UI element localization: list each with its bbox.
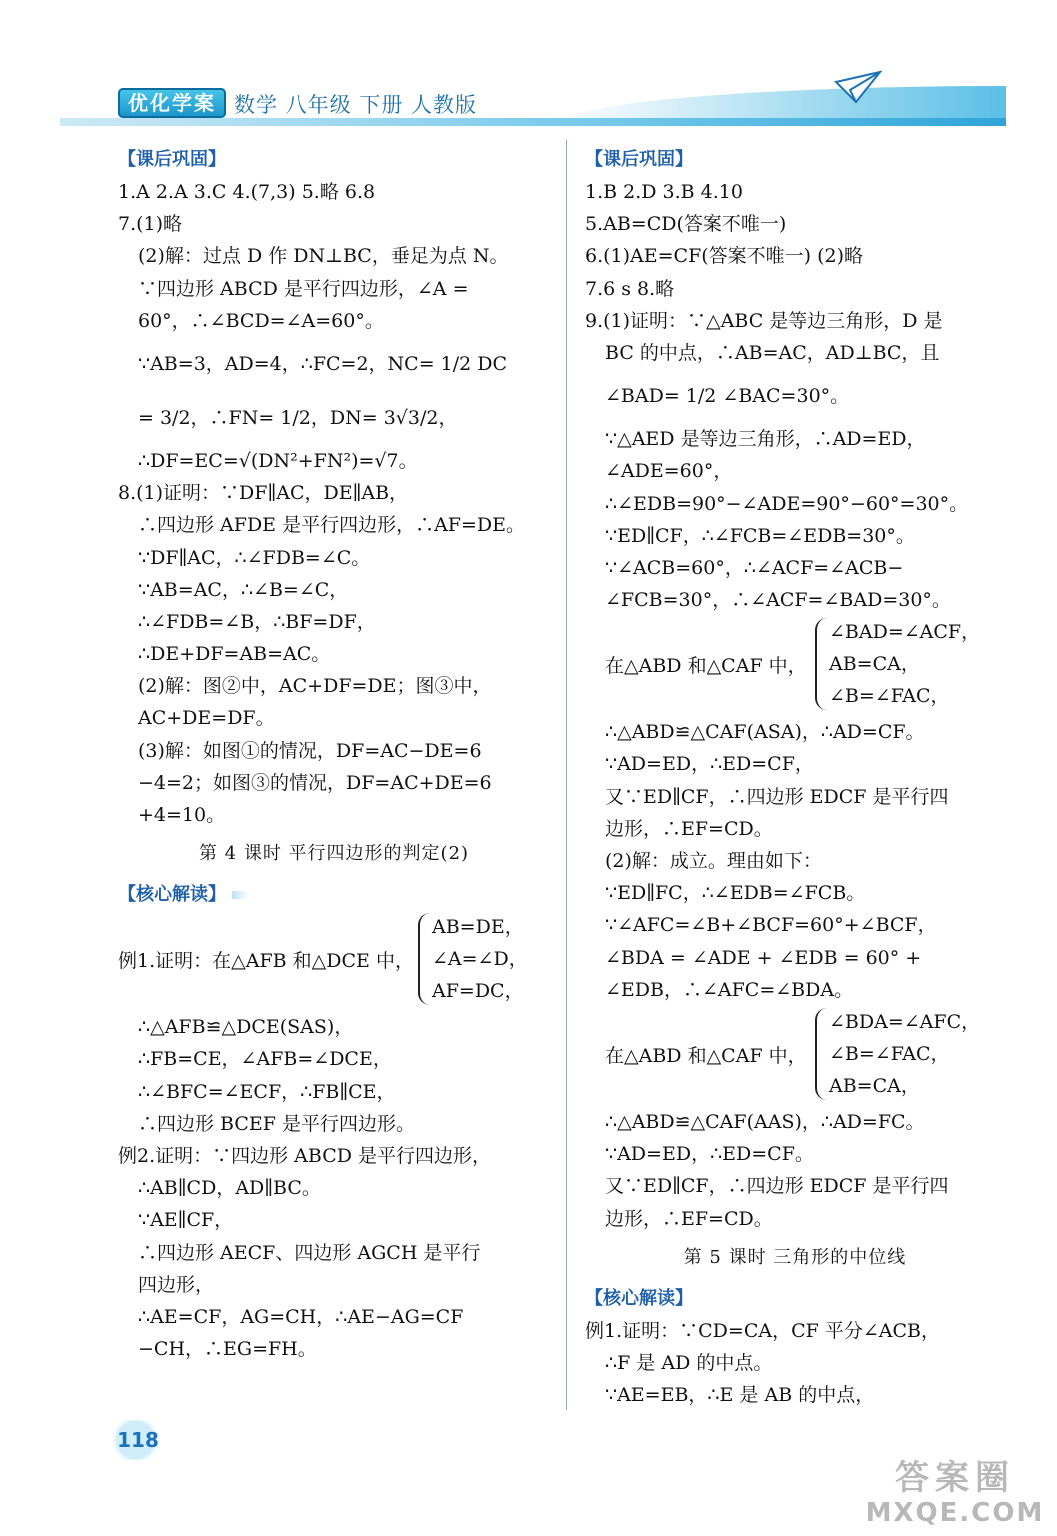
section-tag-after-class: 【课后巩固】 — [118, 149, 226, 170]
answer-line: 7.(1)略 — [118, 213, 183, 236]
answer-line: ∴DF=EC=√(DN²+FN²)=√7。 — [138, 449, 418, 472]
brace-condition-block — [585, 1006, 1005, 1106]
answer-line: ∴四边形 AFDE 是平行四边形，∴AF=DE。 — [138, 514, 526, 537]
page-header — [0, 0, 1057, 160]
answer-line: ∵AB=AC，∴∠B=∠C， — [138, 578, 349, 601]
brace-lead-text: 在△ABD 和△CAF 中， — [605, 1044, 807, 1067]
page-number: 118 — [114, 1420, 162, 1460]
brace-icon — [418, 913, 430, 1005]
answer-line: ∴△ABD≌△CAF(ASA)，∴AD=CF。 — [605, 721, 925, 744]
answer-line: ∠BAD= 1/2 ∠BAC=30°。 — [605, 385, 850, 408]
brace-item: AF=DC， — [432, 980, 524, 1003]
answer-line: ∠ADE=60°， — [605, 460, 733, 483]
answer-line: ∵∠AFC=∠B+∠BCF=60°+∠BCF， — [605, 914, 937, 937]
answer-line: ∴四边形 BCEF 是平行四边形。 — [138, 1112, 415, 1135]
brace-item: ∠A=∠D， — [432, 948, 528, 971]
answer-line: ∴F 是 AD 的中点。 — [605, 1351, 773, 1374]
watermark-logo: 答案圈 MXQE.COM — [865, 1458, 1045, 1528]
answer-line: BC 的中点，∴AB=AC，AD⊥BC，且 — [605, 341, 940, 364]
answer-line: 60°，∴∠BCD=∠A=60°。 — [138, 309, 384, 332]
brace-item: AB=DE， — [432, 916, 524, 939]
brace-item: ∠B=∠FAC， — [829, 1042, 950, 1065]
answer-line: 边形，∴EF=CD。 — [605, 1207, 773, 1230]
brand-logo: 优化学案 — [118, 88, 226, 118]
brace-item: ∠BDA=∠AFC， — [829, 1010, 981, 1033]
answer-line: ∵△AED 是等边三角形，∴AD=ED， — [605, 428, 926, 451]
answer-line: ∵ED∥FC，∴∠EDB=∠FCB。 — [605, 882, 866, 905]
brace-condition-block — [585, 616, 1005, 716]
answer-line: ∵AD=ED，∴ED=CF。 — [605, 1143, 814, 1166]
left-column — [118, 142, 550, 1365]
answer-line: ∴DE+DF=AB=AC。 — [138, 643, 331, 666]
brace-condition-block — [118, 911, 550, 1011]
answer-line: ∴△ABD≌△CAF(AAS)，∴AD=FC。 — [605, 1110, 925, 1133]
section-tag-core: 【核心解读】 — [118, 877, 550, 911]
section-tag-core: 【核心解读】 — [585, 1287, 693, 1309]
answer-line: ∵DF∥AC，∴∠FDB=∠C。 — [138, 546, 371, 569]
answer-line: ∴AB∥CD，AD∥BC。 — [138, 1177, 321, 1200]
column-divider — [566, 140, 567, 1410]
lesson-title: 第 4 课时 平行四边形的判定(2) — [198, 843, 470, 865]
answer-line: ∵∠ACB=60°，∴∠ACF=∠ACB− — [605, 556, 904, 579]
answer-line: ∵AE=EB，∴E 是 AB 的中点， — [605, 1384, 875, 1407]
answer-line: (2)解：图②中，AC+DF=DE；图③中， — [138, 675, 492, 698]
book-subject-title: 数学 八年级 下册 人教版 — [234, 93, 478, 117]
answer-line: 1.A 2.A 3.C 4.(7,3) 5.略 6.8 — [118, 181, 376, 203]
brace-icon — [815, 618, 827, 710]
answer-line: 9.(1)证明：∵△ABC 是等边三角形，D 是 — [585, 309, 943, 332]
paper-plane-icon — [834, 68, 882, 108]
answer-line: 8.(1)证明：∵DF∥AC，DE∥AB， — [118, 482, 409, 505]
answer-line: ∠EDB，∴∠AFC=∠BDA。 — [605, 978, 854, 1001]
answer-line: 边形，∴EF=CD。 — [605, 817, 773, 840]
answer-line: ∴∠EDB=90°−∠ADE=90°−60°=30°。 — [605, 492, 969, 515]
answer-line: (2)解：成立。理由如下： — [605, 850, 822, 872]
answer-line: ∴AE=CF，AG=CH，∴AE−AG=CF — [138, 1305, 464, 1328]
brace-item: AB=CA， — [829, 1074, 920, 1097]
brace-item: ∠B=∠FAC， — [829, 685, 950, 708]
lesson-title: 第 5 课时 三角形的中位线 — [683, 1246, 907, 1268]
answer-line: ∵四边形 ABCD 是平行四边形，∠A = — [138, 277, 469, 300]
brace-lead-text: 在△ABD 和△CAF 中， — [605, 655, 807, 678]
answer-line: ∵AB=3，AD=4，∴FC=2，NC= 1/2 DC — [138, 352, 508, 375]
answer-line: +4=10。 — [138, 804, 226, 826]
answer-line: ∴△AFB≌△DCE(SAS)， — [138, 1016, 354, 1039]
answer-line: ∴FB=CE，∠AFB=∠DCE， — [138, 1048, 392, 1071]
answer-line: = 3/2，∴FN= 1/2，DN= 3√3/2， — [138, 406, 458, 429]
answer-line: AC+DE=DF。 — [138, 707, 275, 730]
section-tag-after-class: 【课后巩固】 — [585, 149, 693, 170]
brace-lead-text: 例1.证明：在△AFB 和△DCE 中， — [118, 950, 414, 973]
answer-line: 1.B 2.D 3.B 4.10 — [585, 181, 743, 203]
answer-line: 四边形， — [138, 1273, 215, 1296]
answer-line: ∠BDA = ∠ADE + ∠EDB = 60° + — [605, 946, 922, 969]
answer-line: 7.6 s 8.略 — [585, 277, 675, 300]
answer-line: (2)解：过点 D 作 DN⊥BC，垂足为点 N。 — [138, 245, 509, 268]
answer-line: 5.AB=CD(答案不唯一) — [585, 213, 787, 236]
brace-icon — [815, 1008, 827, 1100]
answer-line: ∴∠FDB=∠B，∴BF=DF， — [138, 610, 376, 633]
answer-line: ∠FCB=30°，∴∠ACF=∠BAD=30°。 — [605, 589, 951, 612]
answer-line: −CH，∴EG=FH。 — [138, 1338, 317, 1361]
answer-line: ∵AE∥CF， — [138, 1209, 234, 1232]
answer-line: ∴∠BFC=∠ECF，∴FB∥CE， — [138, 1080, 396, 1103]
answer-line: 又∵ED∥CF，∴四边形 EDCF 是平行四 — [605, 785, 949, 808]
answer-line: ∴四边形 AECF、四边形 AGCH 是平行 — [138, 1241, 481, 1264]
right-column — [585, 142, 1005, 1411]
answer-line: −4=2；如图③的情况，DF=AC+DE=6 — [138, 771, 492, 794]
answer-line: ∵AD=ED，∴ED=CF， — [605, 753, 814, 776]
answer-line: 例1.证明：∵CD=CA，CF 平分∠ACB， — [585, 1319, 940, 1342]
answer-line: 例2.证明：∵四边形 ABCD 是平行四边形， — [118, 1144, 492, 1167]
answer-line: ∵ED∥CF，∴∠FCB=∠EDB=30°。 — [605, 524, 915, 547]
brace-item: AB=CA， — [829, 653, 920, 676]
brace-item: ∠BAD=∠ACF， — [829, 621, 981, 644]
header-band-decoration — [60, 118, 1006, 126]
answer-line: (3)解：如图①的情况，DF=AC−DE=6 — [138, 739, 482, 762]
answer-line: 6.(1)AE=CF(答案不唯一) (2)略 — [585, 245, 864, 268]
answer-line: 又∵ED∥CF，∴四边形 EDCF 是平行四 — [605, 1175, 949, 1198]
